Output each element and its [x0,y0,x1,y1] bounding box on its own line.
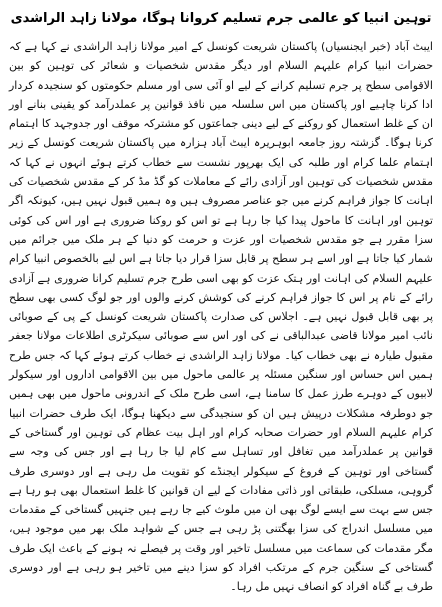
article-body: ایبٹ آباد (خبر ایجنسیاں) پاکستان شریعت کونسل کے امیر مولانا زاہد الراشدی نے کہا ہے کہ حضرات انبیا کرام علیہم السلام اور دیگر مقدس شخصیات و شعائر کی توہین کو بین الاقوامی سطح پر جرم تسلیم کرانے کے لیے او آئی سی اور مسلم حکومتوں کو سنجیدہ کردار ادا کرنا چاہیے اور پاکستان میں اس سلسلہ میں نافذ قوانین پر عملدرآمد کو یقینی بنانے اور ان کے غلط استعمال کو روکنے کے لیے دینی جماعتوں کو مشترکہ موقف اور جدوجہد کا اہتمام کرنا ہوگا۔ گزشتہ روز جامعہ ابوہریرہ ایبٹ آباد ہزارہ میں پاکستان شریعت کونسل کے زیر اہتمام علما کرام اور طلبہ کی ایک بھرپور نشست سے خطاب کرتے ہوئے انہوں نے کہا کہ مقدس شخصیات کی توہین اور آزادی رائے کے معاملات کو گڈ مڈ کر کے مقدس شخصیات کی اہانت کا جواز فراہم کرنے میں جو عناصر مصروف ہیں وہ ہمیں قبول نہیں ہیں، کیونکہ اگر توہین اور اہانت کا ماحول پیدا کیا جا رہا ہے تو اس کو روکنا ضروری ہے اور اس کی کوئی سزا مقرر ہے جو مقدس شخصیات اور عزت و حرمت کو دنیا کے ہر ملک میں جرائم میں شمار کیا جاتا ہے اور اسے ہر سطح پر قابل سزا قرار دیا جاتا ہے اس لیے بالخصوص انبیا کرام علیہم السلام کی اہانت اور ہتک عزت کو بھی اسی طرح جرم تسلیم کرانا ضروری ہے آزادی رائے کے نام پر اس کا جواز فراہم کرنے کی کوشش کرنے والوں اور جو لوگ کسی بھی سطح پر بھی قابل قبول نہیں ہے۔ اجلاس کی صدارت پاکستان شریعت کونسل کے پی کے صوبائی نائب امیر مولانا قاضی عبدالباقی نے کی اور اس سے صوبائی سیکرٹری اطلاعات مولانا جعفر مقبول طیارہ نے بھی خطاب کیا۔ مولانا زاہد الراشدی نے خطاب کرتے ہوئے کہا کہ جس طرح ہمیں اس حساس اور سنگین مسئلہ پر عالمی ماحول میں بین الاقوامی اداروں اور سیکولر لابیوں کے دوہرے طرز عمل کا سامنا ہے، اسی طرح ملک کے اندرونی ماحول میں بھی ہمیں جو دوطرفہ مشکلات درپیش ہیں ان کو سنجیدگی سے دیکھنا ہوگا، ایک طرف حضرات انبیا کرام علیہم السلام اور حضرات صحابہ کرام اور اہل بیت عظام کی توہین اور گستاخی کے قوانین پر عملدرآمد میں تغافل اور تساہل سے کام لیا جا رہا ہے اور جس کی وجہ سے گستاخی اور توہین کے فروغ کے سیکولر ایجنڈے کو تقویت مل رہی ہے اور دوسری طرف گروہی، مسلکی، طبقاتی اور ذاتی مفادات کے لیے ان قوانین کا غلط استعمال بھی ہو رہا ہے جس سے بہت سے ایسے لوگ بھی ان میں ملوث کیے جا رہے ہیں جنہیں گستاخی کے مقدمات میں مسلسل اندراج کی سزا بھگتنی پڑ رہی ہے جس کے شواہد ملک بھر میں موجود ہیں، مگر مقدمات کی سماعت میں مسلسل تاخیر اور وقت پر فیصلے نہ ہونے کے باعث ایک طرف گستاخی کے سنگین جرم کے مرتکب افراد کو سزا دینے میں تاخیر ہو رہی ہے اور دوسری طرف بے گناہ افراد کو انصاف نہیں مل رہا۔ [9,40,433,594]
headline: توہین انبیا کو عالمی جرم تسلیم کروانا ہوگا، مولانا زاہد الراشدی [10,11,432,26]
